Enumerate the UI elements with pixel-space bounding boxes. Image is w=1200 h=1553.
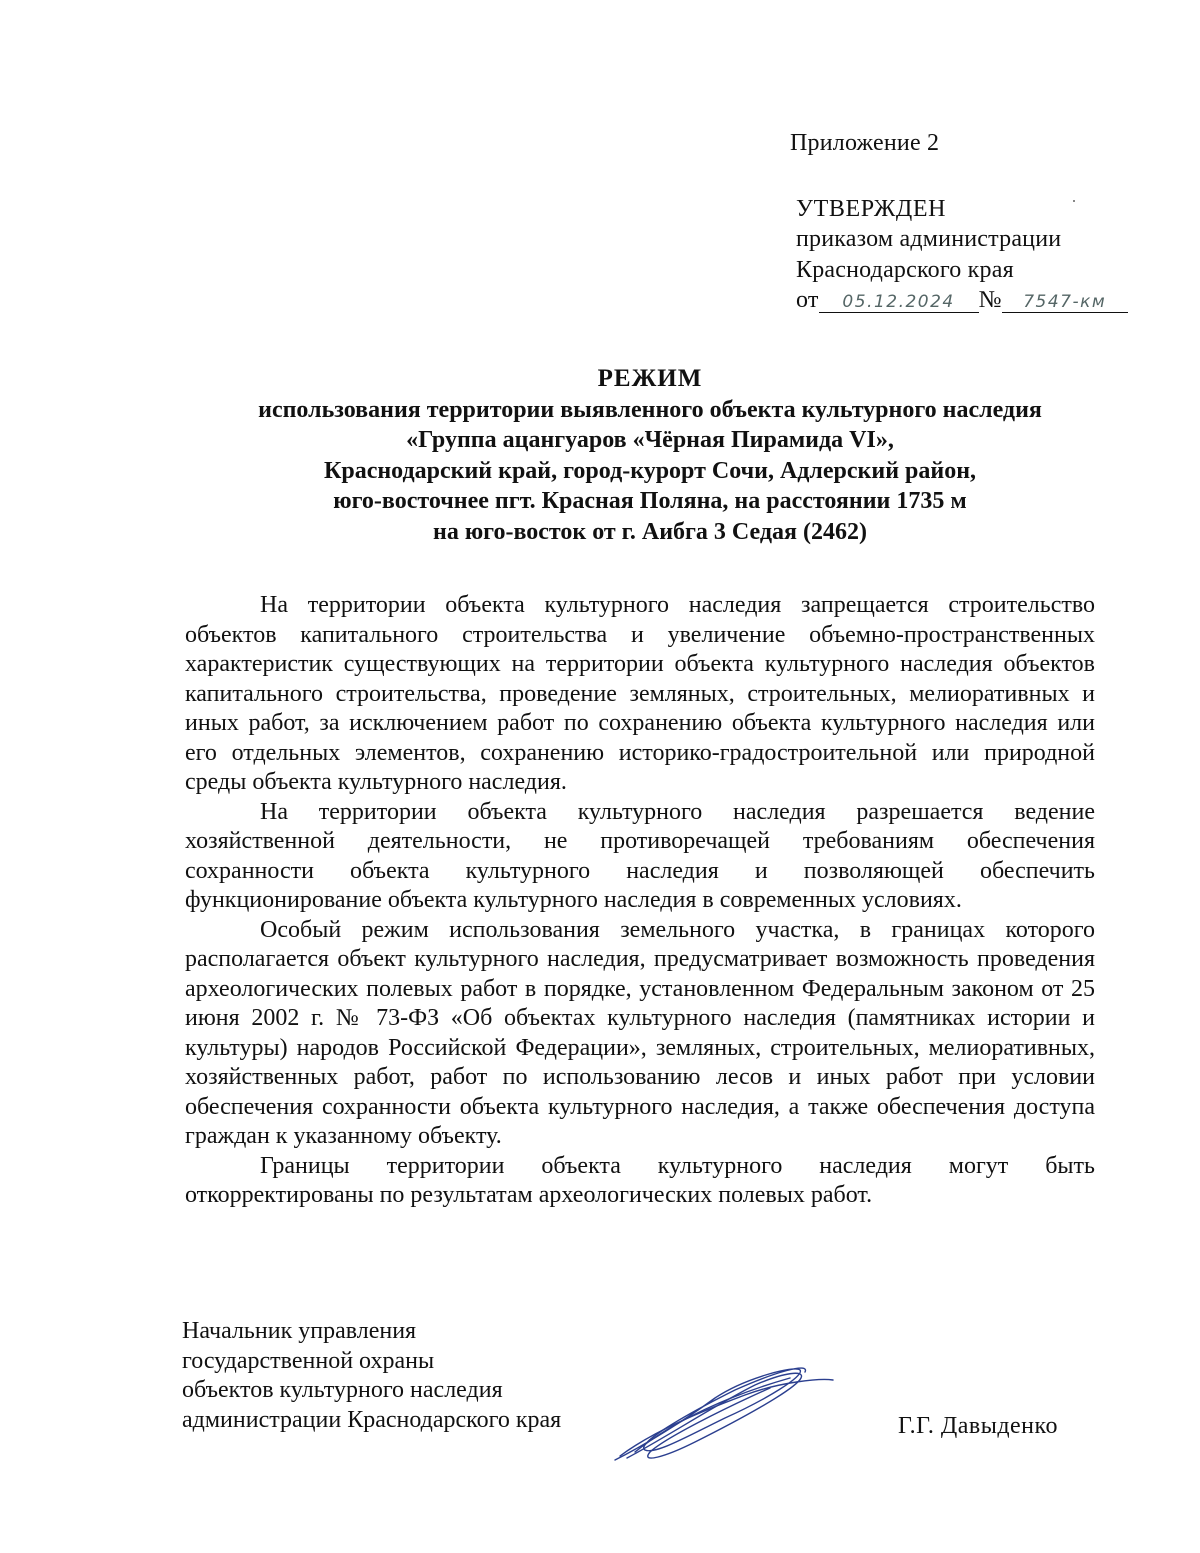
number-prefix: № xyxy=(978,287,1002,313)
approval-stamp-block xyxy=(790,128,1170,316)
signatory-title-line: объектов культурного наследия xyxy=(182,1377,503,1403)
approval-authority-line: Краснодарского края xyxy=(796,256,1014,283)
document-body xyxy=(185,591,1095,1211)
title-line: использования территории выявленного объекта культурного наследия xyxy=(258,396,1042,423)
signatory-title-line: Начальник управления xyxy=(182,1318,417,1344)
body-paragraph: Особый режим использования земельного участка, в границах которого располагается объект культурного наследия, предусматривает возможность проведения археологических полевых работ в порядке, установленном Федеральным законом от 25 июня 2002 г. № 73-ФЗ «Об объектах культурного наследия (памятниках истории и культуры) народов Российской Федерации», земляных, строительных, мелиоративных, хозяйственных работ, работ по использованию лесов и иных работ при условии обеспечения сохранности объекта культурного наследия, а также обеспечения доступа граждан к указанному объекту. xyxy=(185,916,1095,1149)
approval-order-line: приказом администрации xyxy=(796,226,1062,252)
title-line: «Группа ацангуаров «Чёрная Пирамида VI», xyxy=(406,427,894,453)
signatory-title-line: государственной охраны xyxy=(182,1347,435,1374)
body-paragraph: Границы территории объекта культурного наследия могут быть откорректированы по результатам археологических полевых работ. xyxy=(185,1152,1095,1208)
handwritten-order-number: 7547-км xyxy=(1002,292,1128,313)
handwritten-date: 05.12.2024 xyxy=(819,292,979,313)
signatory-title xyxy=(182,1317,642,1435)
title-line: юго-восточнее пгт. Красная Поляна, на расстоянии 1735 м xyxy=(333,488,967,514)
document-title: РЕЖИМ xyxy=(597,365,703,392)
title-line: на юго-восток от г. Аибга 3 Седая (2462) xyxy=(432,518,867,545)
scan-speck xyxy=(1073,200,1075,202)
approved-label: УТВЕРЖДЕН xyxy=(796,195,947,222)
document-title-block xyxy=(150,364,1150,547)
body-paragraph: На территории объекта культурного наследия разрешается ведение хозяйственной деятельности, не противоречащей требованиям обеспечения сохранности объекта культурного наследия и позволяющей обеспечить функционирование объекта культурного наследия в современных условиях. xyxy=(185,798,1095,913)
appendix-label: Приложение 2 xyxy=(790,130,940,156)
approval-date-number-line xyxy=(796,285,1170,316)
title-line: Краснодарский край, город-курорт Сочи, Адлерский район, xyxy=(323,457,977,484)
signatory-name: Г.Г. Давыденко xyxy=(898,1413,1058,1439)
signatory-title-line: администрации Краснодарского края xyxy=(182,1406,562,1433)
signature-icon xyxy=(605,1360,835,1470)
body-paragraph: На территории объекта культурного наследия запрещается строительство объектов капитального строительства и увеличение объемно-пространственных характеристик существующих на территории объекта культурного наследия объектов капитального строительства, проведение земляных, строительных, мелиоративных и иных работ, за исключением работ по сохранению объекта культурного наследия или его отдельных элементов, сохранению историко-градостроительной или природной среды объекта культурного наследия. xyxy=(185,592,1095,795)
date-prefix: от xyxy=(796,287,819,313)
